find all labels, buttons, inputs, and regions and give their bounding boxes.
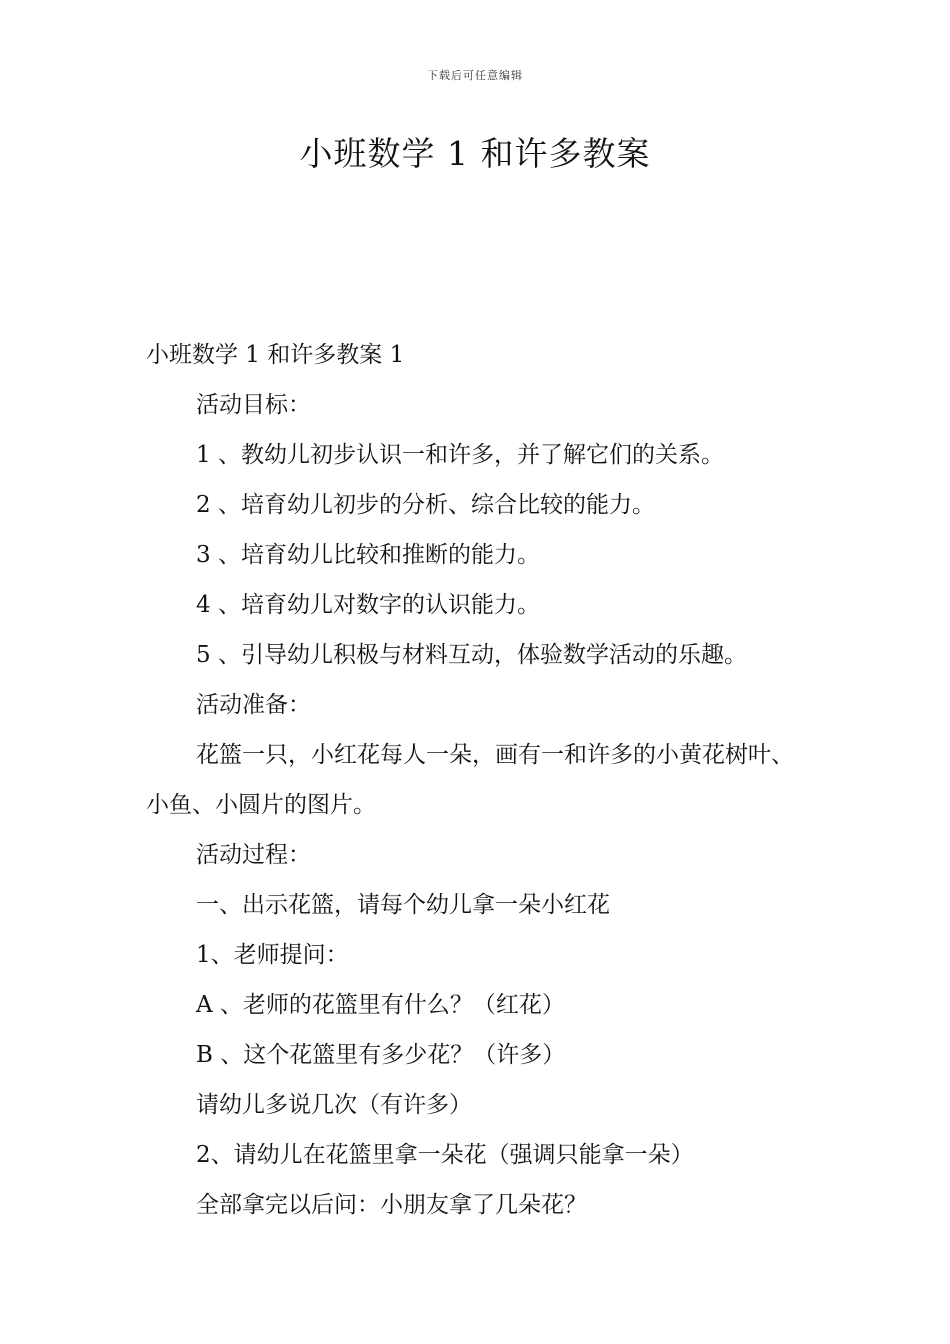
objective-item: 3 、培育幼儿比较和推断的能力。 — [196, 542, 540, 568]
process-line: B 、这个花篮里有多少花？（许多） — [196, 1042, 566, 1068]
objective-item: 4 、培育幼儿对数字的认识能力。 — [196, 592, 540, 618]
process-line: A 、老师的花篮里有什么？（红花） — [196, 992, 565, 1018]
objective-item: 2 、培育幼儿初步的分析、综合比较的能力。 — [196, 492, 655, 518]
document-title: 小班数学 1 和许多教案 — [299, 134, 651, 173]
page-header-note: 下载后可任意编辑 — [427, 69, 523, 82]
process-line: 一、出示花篮，请每个幼儿拿一朵小红花 — [196, 892, 610, 918]
process-line: 全部拿完以后问：小朋友拿了几朵花？ — [196, 1192, 587, 1218]
objective-item: 1 、教幼儿初步认识一和许多，并了解它们的关系。 — [196, 442, 724, 468]
process-heading: 活动过程： — [196, 842, 311, 868]
objectives-heading: 活动目标： — [196, 392, 311, 418]
objective-item: 5 、引导幼儿积极与材料互动，体验数学活动的乐趣。 — [196, 642, 747, 668]
preparation-paragraph: 花篮一只，小红花每人一朵，画有一和许多的小黄花树叶、小鱼、小圆片的图片。 — [146, 742, 794, 818]
process-line: 2、请幼儿在花篮里拿一朵花（强调只能拿一朵） — [196, 1142, 694, 1168]
document-body — [146, 330, 816, 1230]
process-line: 请幼儿多说几次（有许多） — [196, 1092, 472, 1118]
section-subtitle: 小班数学 1 和许多教案 1 — [146, 342, 405, 368]
process-line: 1、老师提问： — [196, 942, 349, 968]
preparation-heading: 活动准备： — [196, 692, 311, 718]
